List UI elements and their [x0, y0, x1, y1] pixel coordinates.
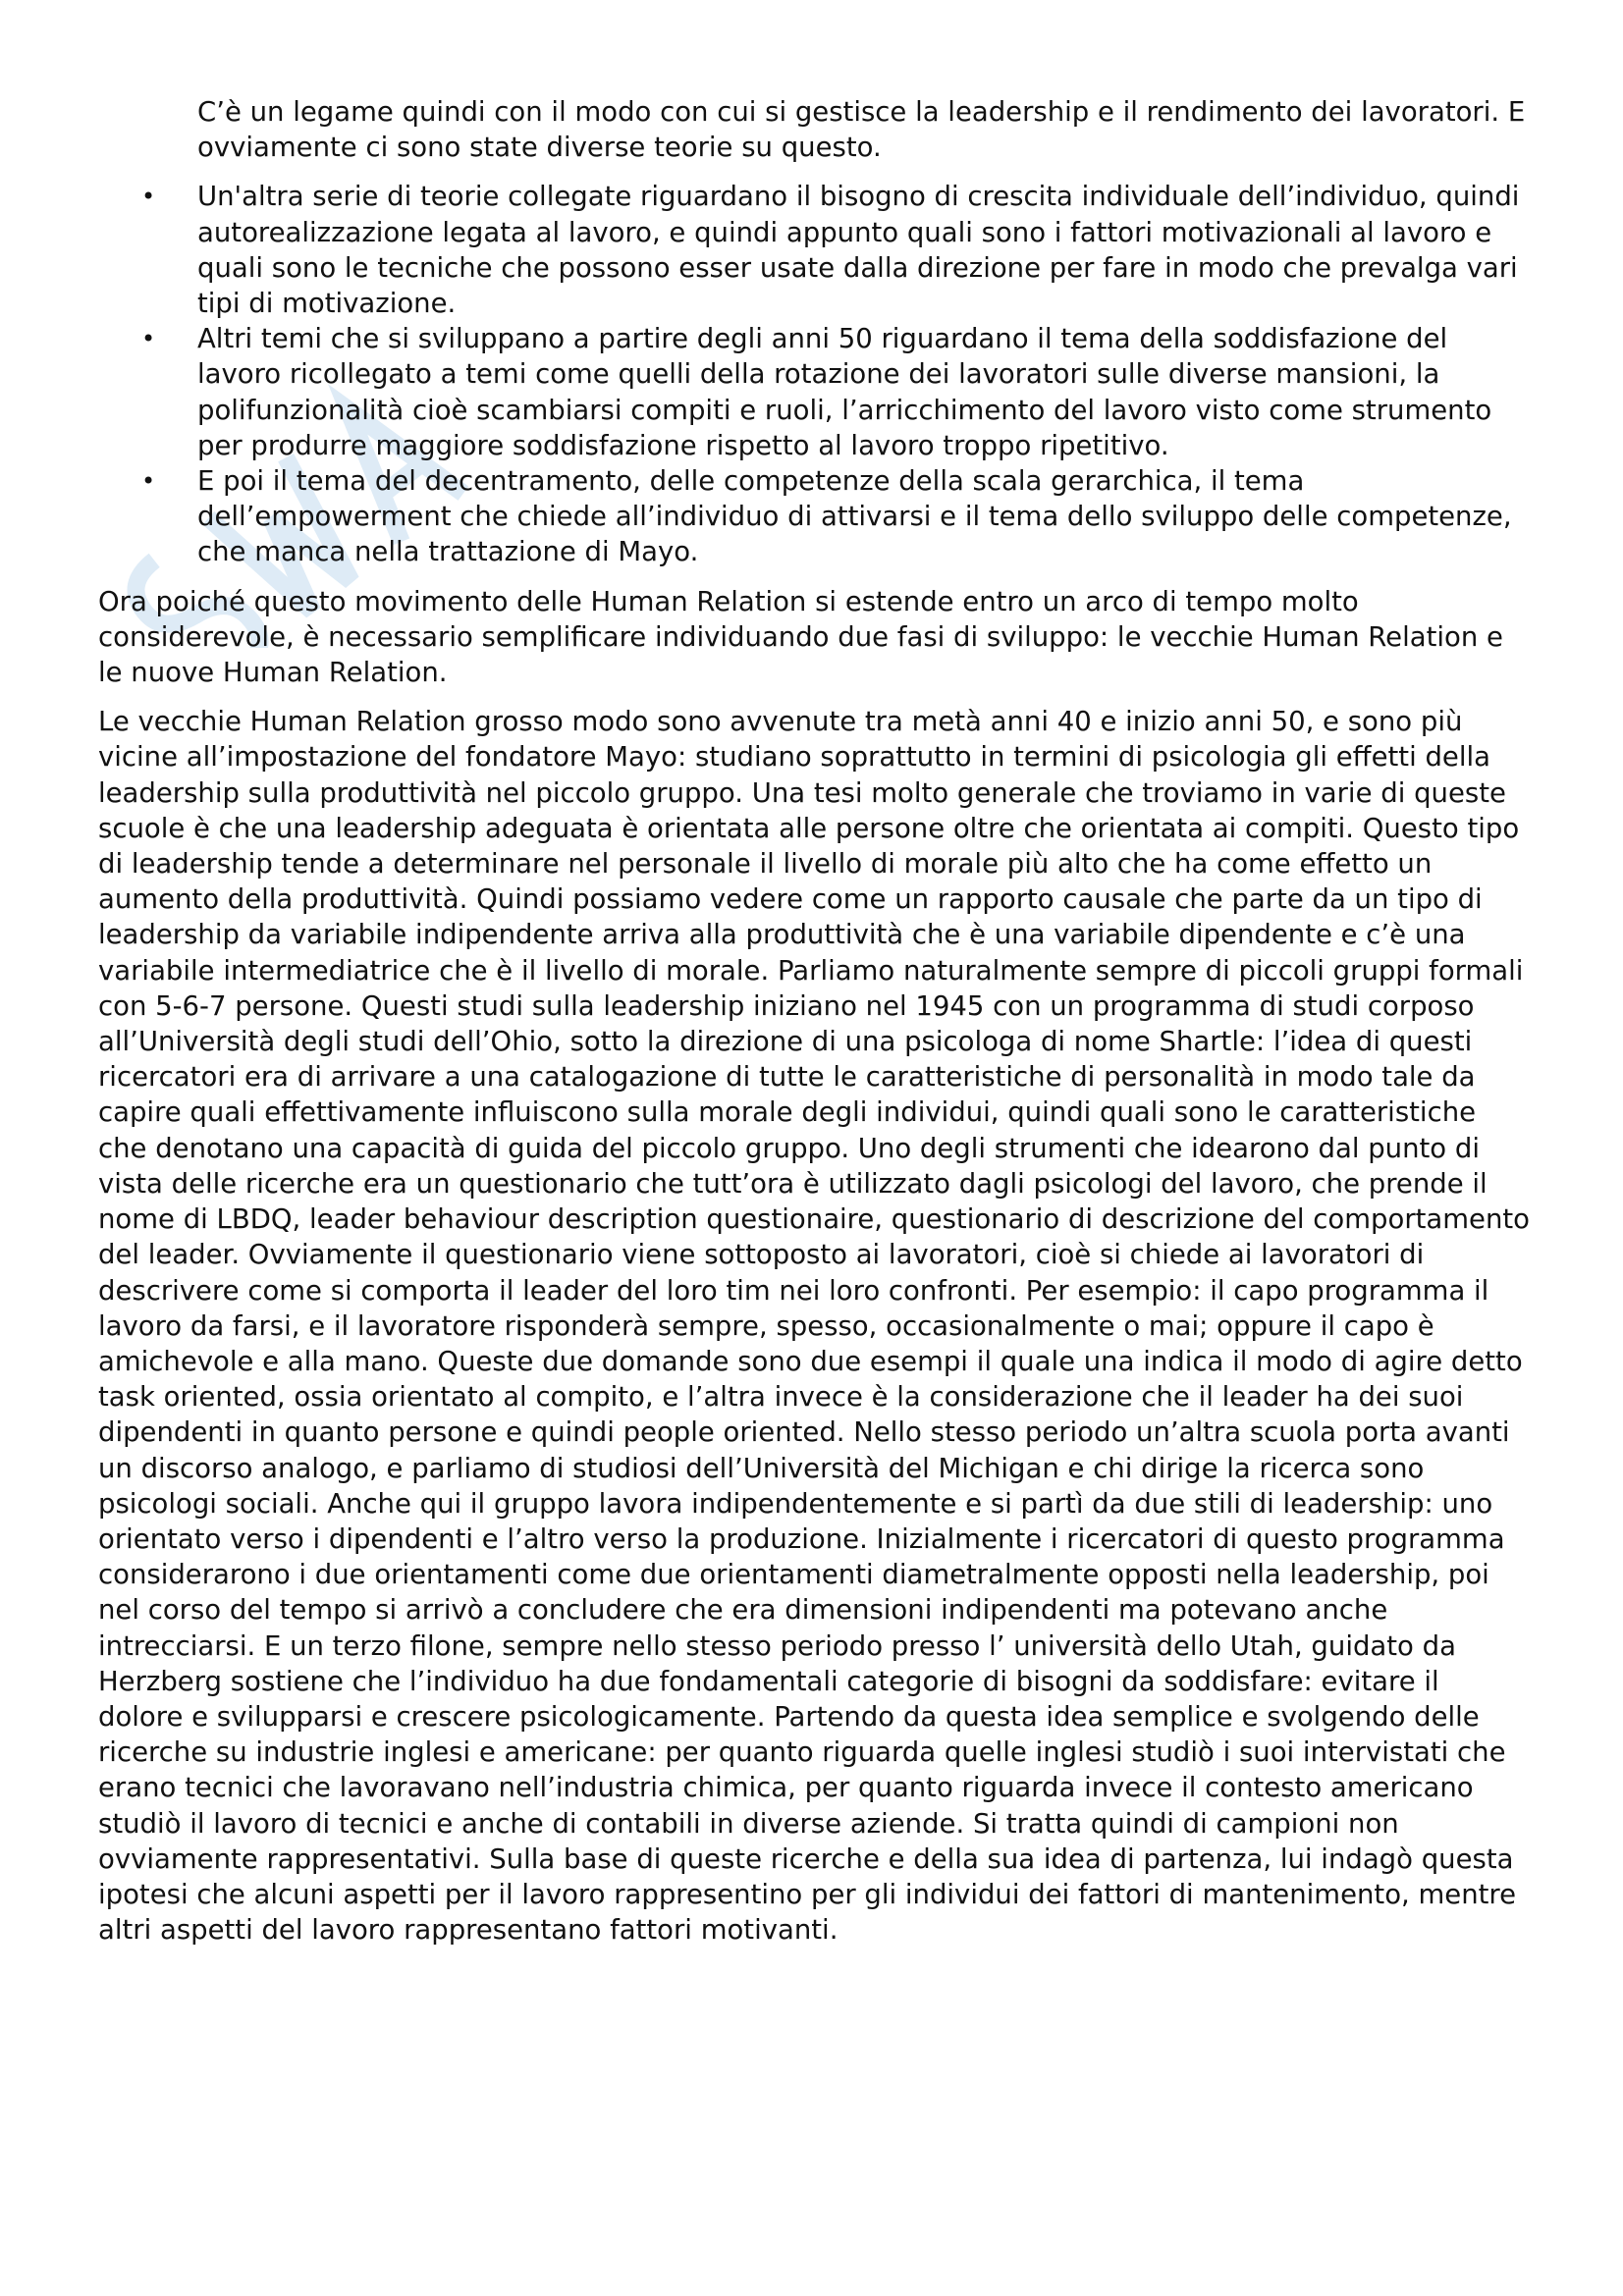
- intro-continuation: C’è un legame quindi con il modo con cui si gestisce la leadership e il rendimento dei lavoratori. E ovviamente ci sono state diverse teorie su questo.: [197, 96, 1526, 164]
- document-page: [98, 94, 1532, 1961]
- paragraph: Ora poiché questo movimento delle Human Relation si estende entro un arco di tempo molto considerevole, è necessario semplificare individuando due fasi di sviluppo: le vecchie Human Relation e le nuove Human Relation.: [98, 585, 1503, 689]
- list-item: [98, 179, 1532, 321]
- bullet-icon: •: [141, 183, 156, 211]
- list-item-text: E poi il tema del decentramento, delle competenze della scala gerarchica, il tema dell’empowerment che chiede all’individuo di attivarsi e il tema dello sviluppo delle competenze, che manca nella trattazione di Mayo.: [197, 465, 1512, 568]
- list-item: [98, 463, 1532, 570]
- paragraph: Le vecchie Human Relation grosso modo sono avvenute tra metà anni 40 e inizio anni 50, e sono più vicine all’impostazione del fondatore Mayo: studiano soprattutto in termini di psicologia gli effetti della leadership sulla produttività nel piccolo gruppo. Una tesi molto generale che troviamo in varie di queste scuole è che una leadership adeguata è orientata alle persone oltre che orientata ai compiti. Questo tipo di leadership tende a determinare nel personale il livello di morale più alto che ha come effetto un aumento della produttività. Quindi possiamo vedere come un rapporto causale che parte da un tipo di leadership da variabile indipendente arriva alla produttività che è una variabile dipendente e c’è una variabile intermediatrice che è il livello di morale. Parliamo naturalmente sempre di piccoli gruppi formali con 5-6-7 persone. Questi studi sulla leadership iniziano nel 1945 con un programma di studi corposo all’Università degli studi dell’Ohio, sotto la direzione di una psicologa di nome Shartle: l’idea di questi ricercatori era di arrivare a una catalogazione di tutte le caratteristiche di personalità in modo tale da capire quali effettivamente influiscono sulla morale degli individui, quindi quali sono le caratteristiche che denotano una capacità di guida del piccolo gruppo. Uno degli strumenti che idearono dal punto di vista delle ricerche era un questionario che tutt’ora è utilizzato dagli psicologi del lavoro, che prende il nome di LBDQ, leader behaviour description questionaire, questionario di descrizione del comportamento del leader. Ovviamente il questionario viene sottoposto ai lavoratori, cioè si chiede ai lavoratori di descrivere come si comporta il leader del loro tim nei loro confronti. Per esempio: il capo programma il lavoro da farsi, e il lavoratore risponderà sempre, spesso, occasionalmente o mai; oppure il capo è amichevole e alla mano. Queste due domande sono due esempi il quale una indica il modo di agire detto task oriented, ossia orientato al compito, e l’altra invece è la considerazione che il leader ha dei suoi dipendenti in quanto persone e quindi people oriented. Nello stesso periodo un’altra scuola porta avanti un discorso analogo, e parliamo di studiosi dell’Università del Michigan e chi dirige la ricerca sono psicologi sociali. Anche qui il gruppo lavora indipendentemente e si partì da due stili di leadership: uno orientato verso i dipendenti e l’altro verso la produzione. Inizialmente i ricercatori di questo programma considerarono i due orientamenti come due orientamenti diametralmente opposti nella leadership, poi nel corso del tempo si arrivò a concludere che era dimensioni indipendenti ma potevano anche intrecciarsi. E un terzo filone, sempre nello stesso periodo presso l’ università dello Utah, guidato da Herzberg sostiene che l’individuo ha due fondamentali categorie di bisogni da soddisfare: evitare il dolore e svilupparsi e crescere psicologicamente. Partendo da questa idea semplice e svolgendo delle ricerche su industrie inglesi e americane: per quanto riguarda quelle inglesi studiò i suoi intervistati che erano tecnici che lavoravano nell’industria chimica, per quanto riguarda invece il contesto americano studiò il lavoro di tecnici e anche di contabili in diverse aziende. Si tratta quindi di campioni non ovviamente rappresentativi. Sulla base di queste ricerche e della sua idea di partenza, lui indagò questa ipotesi che alcuni aspetti per il lavoro rappresentino per gli individui dei fattori di mantenimento, mentre altri aspetti del lavoro rappresentano fattori motivanti.: [98, 706, 1531, 1947]
- list-item-text: Un'altra serie di teorie collegate riguardano il bisogno di crescita individuale dell’individuo, quindi autorealizzazione legata al lavoro, e quindi appunto quali sono i fattori motivazionali al lavoro e quali sono le tecniche che possono esser usate dalla direzione per fare in modo che prevalga vari tipi di motivazione.: [197, 181, 1520, 320]
- bullet-icon: •: [141, 325, 156, 353]
- bullet-list: [98, 179, 1532, 569]
- list-item: [98, 321, 1532, 463]
- list-item-text: Altri temi che si sviluppano a partire degli anni 50 riguardano il tema della soddisfazione del lavoro ricollegato a temi come quelli della rotazione dei lavoratori sulle diverse mansioni, la polifunzionalità cioè scambiarsi compiti e ruoli, l’arricchimento del lavoro visto come strumento per produrre maggiore soddisfazione rispetto al lavoro troppo ripetitivo.: [197, 323, 1492, 461]
- bullet-icon: •: [141, 467, 156, 496]
